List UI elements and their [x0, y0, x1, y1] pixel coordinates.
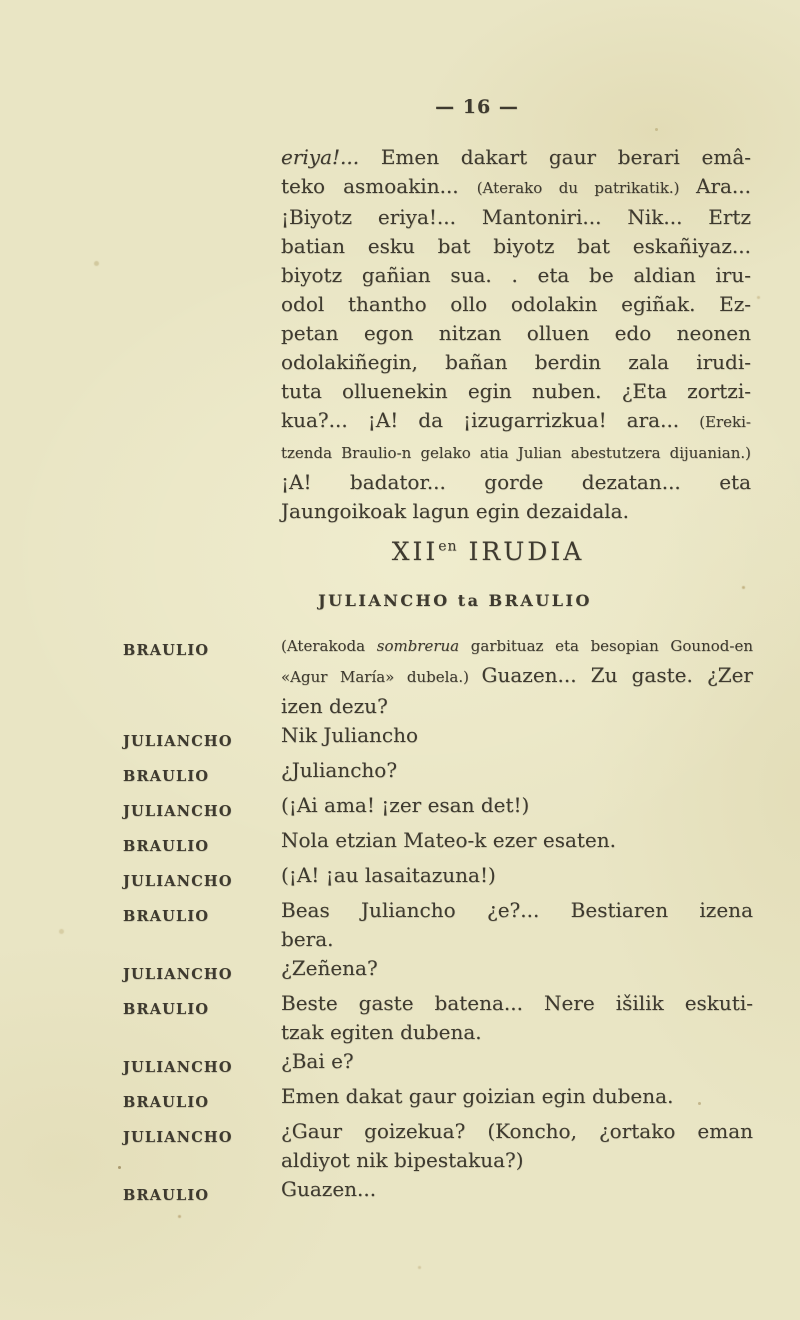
text-segment: ¡Biyotz eriya!... Mantoniri... Nik... Ertz: [281, 205, 751, 229]
speaker-name: BRAULIO: [123, 1187, 210, 1204]
text-segment: Jaungoikoak lagun egin dezaidala.: [281, 499, 629, 523]
text-segment: Emen dakat gaur goizian egin dubena.: [281, 1084, 674, 1108]
speech-lines: [281, 630, 753, 721]
speech-line: [281, 290, 751, 319]
dialogue-line: [281, 1082, 753, 1111]
speech-lines: [281, 954, 753, 983]
dialogue-row: [123, 756, 755, 791]
text-segment: ¿Gaur goizekua? (Koncho, ¿ortako eman: [281, 1119, 753, 1143]
dialogue-line: [281, 721, 753, 750]
text-segment: kua?... ¡A! da ¡izugarrizkua! ara...: [281, 408, 700, 432]
speech-lines: [281, 1175, 753, 1204]
speech-lines: [281, 896, 753, 954]
text-segment: izen dezu?: [281, 694, 388, 718]
opening-speech: [281, 143, 751, 526]
text-segment: ¿Bai e?: [281, 1049, 354, 1073]
speech-lines: [281, 721, 753, 750]
speech-line: [281, 348, 751, 377]
dialogue-row: [123, 1082, 755, 1117]
dialogue-section: [123, 630, 755, 1210]
speaker-name: JULIANCHO: [123, 1059, 233, 1076]
dialogue-line: [281, 826, 753, 855]
speech-lines: [281, 1047, 753, 1076]
dialogue-row: [123, 826, 755, 861]
speaker-name: JULIANCHO: [123, 1129, 233, 1146]
text-segment: Beste gaste batena... Nere išilik eskuti-: [281, 991, 753, 1015]
text-segment: (¡Ai ama! ¡zer esan det!): [281, 793, 530, 817]
speaker-name: BRAULIO: [123, 768, 210, 785]
dialogue-row: [123, 1117, 755, 1175]
speech-line: [281, 377, 751, 406]
dialogue-line: [281, 791, 753, 820]
text-segment: petan egon nitzan olluen edo neonen: [281, 321, 751, 345]
speech-lines: [281, 826, 753, 855]
dialogue-row: [123, 1175, 755, 1210]
dialogue-line: [281, 1146, 753, 1175]
speech-line: [281, 497, 751, 526]
text-segment: ¿Zeñena?: [281, 956, 378, 980]
dialogue-line: [281, 989, 753, 1018]
speech-line: [281, 203, 751, 232]
speech-line: [281, 172, 751, 203]
text-segment: odol thantho ollo odolakin egiñak. Ez-: [281, 292, 751, 316]
text-segment: (Aterakoda: [281, 637, 377, 655]
page-number: — 16 —: [435, 96, 519, 118]
text-segment: Emen dakart gaur berari emâ-: [359, 145, 751, 169]
speaker-name: BRAULIO: [123, 1001, 210, 1018]
text-segment: Nola etzian Mateo-k ezer esaten.: [281, 828, 616, 852]
speech-line: [281, 437, 751, 468]
cast-line: JULIANCHO ta BRAULIO: [318, 591, 592, 610]
dialogue-row: [123, 954, 755, 989]
dialogue-line: [281, 692, 753, 721]
dialogue-line: [281, 861, 753, 890]
text-segment: tzenda Braulio-n gelako atia Julian abestutzera dijuanian.): [281, 444, 751, 462]
dialogue-line: [281, 954, 753, 983]
speaker-name: JULIANCHO: [123, 803, 233, 820]
text-segment: garbituaz eta besopian Gounod-en: [459, 637, 753, 655]
text-segment: bera.: [281, 927, 334, 951]
page-header: [77, 96, 800, 118]
speech-line: [281, 468, 751, 497]
text-segment: Guazen... Zu gaste. ¿Zer: [481, 663, 753, 687]
text-segment: Ara...: [696, 174, 751, 198]
speech-lines: [281, 756, 753, 785]
text-segment: Guazen...: [281, 1177, 377, 1201]
text-segment: (Ereki-: [699, 413, 751, 431]
dialogue-row: [123, 1047, 755, 1082]
text-segment: ¡A! badator... gorde dezatan... eta: [281, 470, 751, 494]
text-segment: eriya!...: [281, 145, 360, 169]
text-segment: ¿Juliancho?: [281, 758, 398, 782]
text-segment: tzak egiten dubena.: [281, 1020, 482, 1044]
speaker-name: BRAULIO: [123, 642, 210, 659]
dialogue-line: [281, 1175, 753, 1204]
text-segment: «Agur María» dubela.): [281, 668, 482, 686]
text-segment: Beas Juliancho ¿e?... Bestiaren izena: [281, 898, 753, 922]
scene-number: XII: [391, 537, 439, 566]
speech-line: [281, 406, 751, 437]
speech-lines: [281, 1117, 753, 1175]
speech-line: [281, 232, 751, 261]
text-segment: teko asmoakin...: [281, 174, 477, 198]
dialogue-line: [281, 1047, 753, 1076]
speech-lines: [281, 791, 753, 820]
text-segment: biyotz gañian sua. . eta be aldian iru-: [281, 263, 751, 287]
text-segment: (Aterako du patrikatik.): [476, 179, 696, 197]
dialogue-line: [281, 661, 753, 692]
speaker-name: BRAULIO: [123, 838, 210, 855]
dialogue-row: [123, 896, 755, 954]
speaker-name: JULIANCHO: [123, 873, 233, 890]
scene-heading-word: IRUDIA: [457, 537, 585, 566]
dialogue-line: [281, 925, 753, 954]
dialogue-row: [123, 721, 755, 756]
speech-line: [281, 261, 751, 290]
text-segment: batian esku bat biyotz bat eskañiyaz...: [281, 234, 751, 258]
text-segment: odolakiñegin, bañan berdin zala irudi-: [281, 350, 751, 374]
speaker-name: JULIANCHO: [123, 733, 233, 750]
text-segment: sombrerua: [376, 637, 460, 655]
speaker-name: BRAULIO: [123, 1094, 210, 1111]
text-segment: tuta olluenekin egin nuben. ¿Eta zortzi-: [281, 379, 751, 403]
dialogue-row: [123, 989, 755, 1047]
speech-line: [281, 319, 751, 348]
text-segment: Nik Juliancho: [281, 723, 418, 747]
dialogue-row: [123, 791, 755, 826]
dialogue-row: [123, 630, 755, 721]
speech-line: [281, 143, 751, 172]
dialogue-line: [281, 896, 753, 925]
dialogue-line: [281, 756, 753, 785]
heading-superscript: en: [438, 538, 458, 555]
speaker-name: JULIANCHO: [123, 966, 233, 983]
speech-lines: [281, 1082, 753, 1111]
speech-lines: [281, 861, 753, 890]
text-segment: (¡A! ¡au lasaitazuna!): [281, 863, 496, 887]
text-segment: aldiyot nik bipestakua?): [281, 1148, 524, 1172]
scene-heading: [88, 537, 800, 566]
dialogue-row: [123, 861, 755, 896]
dialogue-line: [281, 1018, 753, 1047]
dialogue-line: [281, 1117, 753, 1146]
speaker-name: BRAULIO: [123, 908, 210, 925]
speech-lines: [281, 989, 753, 1047]
dialogue-line: [281, 630, 753, 661]
